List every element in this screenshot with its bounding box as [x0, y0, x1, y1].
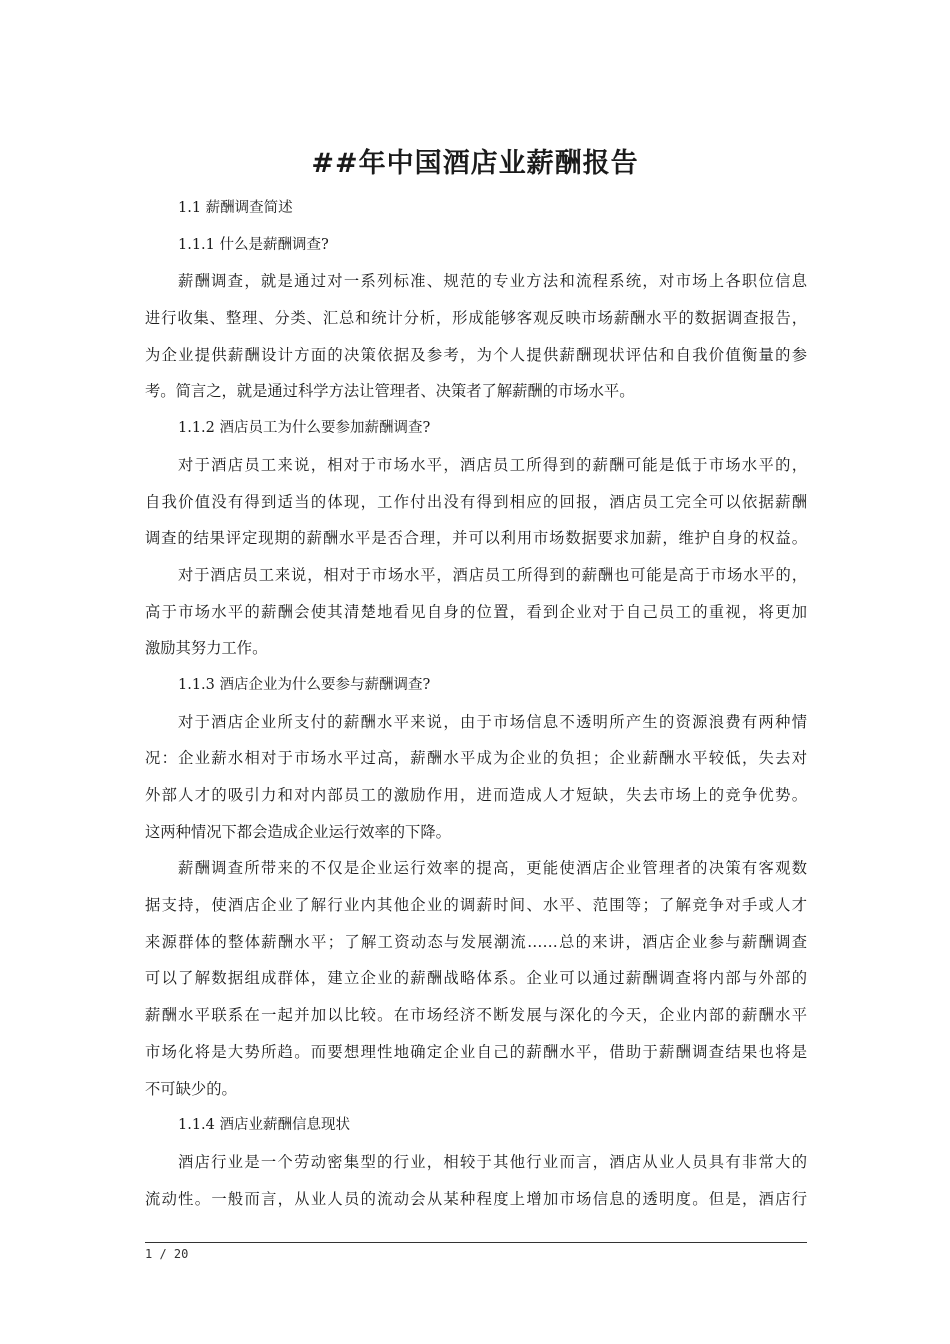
section-heading: 1.1.2 酒店员工为什么要参加薪酬调查? — [178, 420, 431, 437]
paragraph-line: 激励其努力工作。 — [145, 639, 268, 658]
paragraph-line: 薪酬调查所带来的不仅是企业运行效率的提高，更能使酒店企业管理者的决策有客观数 — [178, 859, 807, 878]
page-number: 1 / 20 — [145, 1247, 189, 1261]
paragraph-line: 市场化将是大势所趋。而要想理性地确定企业自己的薪酬水平，借助于薪酬调查结果也将是 — [145, 1042, 807, 1061]
paragraph-line: 自我价值没有得到适当的体现，工作付出没有得到相应的回报，酒店员工完全可以依据薪酬 — [145, 492, 807, 511]
paragraph-line: 薪酬调查，就是通过对一系列标准、规范的专业方法和流程系统，对市场上各职位信息 — [178, 272, 807, 291]
paragraph-line: 进行收集、整理、分类、汇总和统计分析，形成能够客观反映市场薪酬水平的数据调查报告， — [145, 309, 807, 328]
paragraph-line: 调查的结果评定现期的薪酬水平是否合理，并可以利用市场数据要求加薪，维护自身的权益。 — [145, 529, 807, 548]
paragraph-line: 来源群体的整体薪酬水平；了解工资动态与发展潮流……总的来讲，酒店企业参与薪酬调查 — [145, 932, 807, 951]
paragraph-line: 对于酒店员工来说，相对于市场水平，酒店员工所得到的薪酬也可能是高于市场水平的， — [178, 565, 807, 584]
paragraph-line: 这两种情况下都会造成企业运行效率的下降。 — [145, 822, 451, 841]
paragraph-line: 酒店行业是一个劳动密集型的行业，相较于其他行业而言，酒店从业人员具有非常大的 — [178, 1152, 807, 1171]
paragraph-line: 据支持，使酒店企业了解行业内其他企业的调薪时间、水平、范围等；了解竞争对手或人才 — [145, 896, 807, 915]
section-heading: 1.1.3 酒店企业为什么要参与薪酬调查? — [178, 676, 431, 693]
body-content — [145, 190, 807, 1217]
paragraph-line: 薪酬水平联系在一起并加以比较。在市场经济不断发展与深化的今天，企业内部的薪酬水平 — [145, 1006, 807, 1025]
paragraph-line: 况：企业薪水相对于市场水平过高，薪酬水平成为企业的负担；企业薪酬水平较低，失去对 — [145, 749, 807, 768]
page-title: ##年中国酒店业薪酬报告 — [311, 148, 639, 179]
footer-divider — [145, 1242, 807, 1243]
paragraph-line: 不可缺少的。 — [145, 1079, 237, 1098]
section-heading: 1.1.1 什么是薪酬调查? — [178, 236, 329, 253]
paragraph-line: 高于市场水平的薪酬会使其清楚地看见自身的位置，看到企业对于自己员工的重视，将更加 — [145, 602, 807, 621]
paragraph-line: 对于酒店企业所支付的薪酬水平来说，由于市场信息不透明所产生的资源浪费有两种情 — [178, 712, 807, 731]
paragraph-line: 为企业提供薪酬设计方面的决策依据及参考，为个人提供薪酬现状评估和自我价值衡量的参 — [145, 345, 807, 364]
section-heading: 1.1.4 酒店业薪酬信息现状 — [178, 1117, 351, 1134]
paragraph-line: 对于酒店员工来说，相对于市场水平，酒店员工所得到的薪酬可能是低于市场水平的， — [178, 455, 807, 474]
paragraph-line: 考。简言之，就是通过科学方法让管理者、决策者了解薪酬的市场水平。 — [145, 382, 635, 401]
paragraph-line: 外部人才的吸引力和对内部员工的激励作用，进而造成人才短缺，失去市场上的竞争优势。 — [145, 786, 807, 804]
section-heading: 1.1 薪酬调查简述 — [178, 200, 293, 216]
paragraph-line: 流动性。一般而言，从业人员的流动会从某种程度上增加市场信息的透明度。但是，酒店行 — [145, 1189, 807, 1208]
paragraph-line: 可以了解数据组成群体，建立企业的薪酬战略体系。企业可以通过薪酬调查将内部与外部的 — [145, 969, 807, 988]
